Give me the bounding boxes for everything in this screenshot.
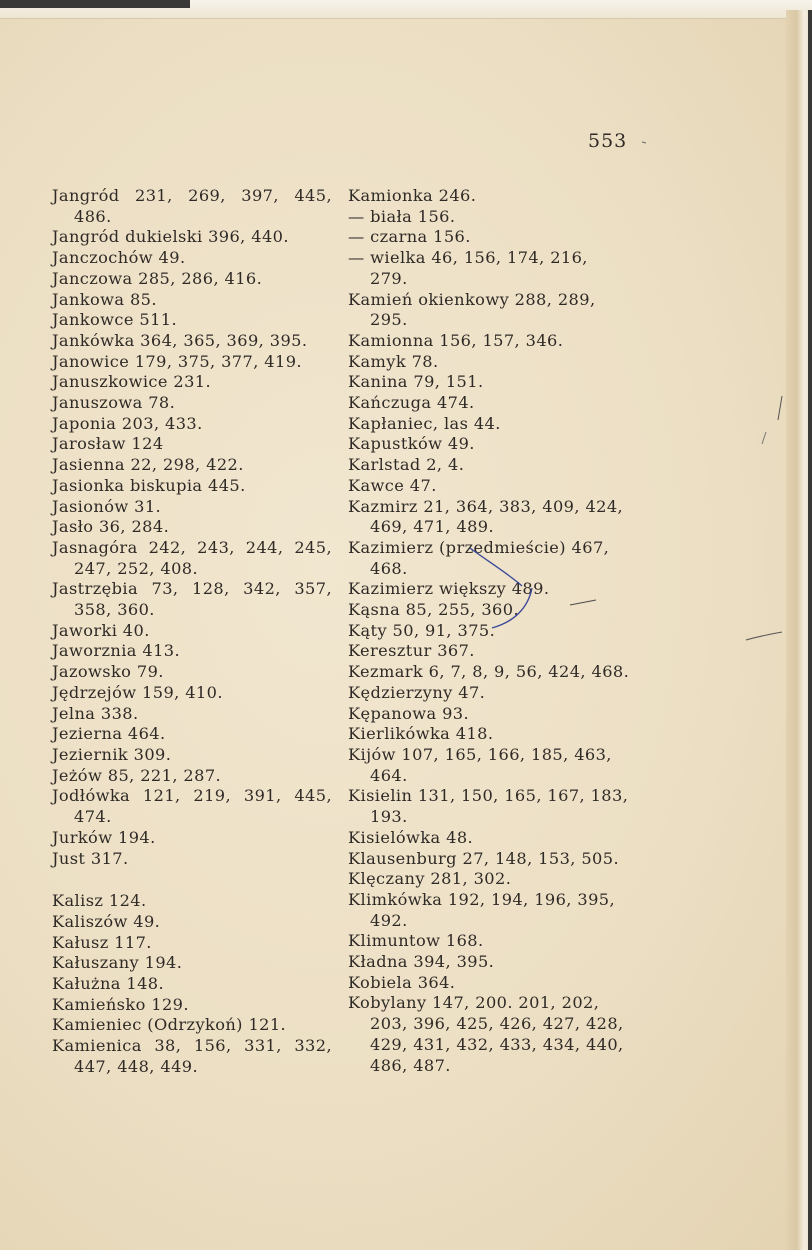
index-entry: Jeżów 85, 221, 287. [52, 765, 222, 785]
index-entry: Kisielin 131, 150, 165, 167, 183, 193. [348, 786, 629, 827]
pencil-stroke [778, 396, 782, 420]
index-entry: Kapłaniec, las 44. [348, 413, 501, 433]
index-entry: Kaliszów 49. [52, 911, 161, 931]
index-entry: Jasnagóra 242, 243, 244, 245, 247, 252, 408. [52, 537, 332, 578]
index-entry: Klimkówka 192, 194, 196, 395, 492. [348, 889, 616, 930]
index-entry: — czarna 156. [348, 227, 471, 247]
index-entry: Janczochów 49. [52, 248, 186, 268]
index-entry: Jędrzejów 159, 410. [52, 682, 223, 702]
index-entry: Kąsna 85, 255, 360. [348, 600, 519, 620]
index-entry: Kezmark 6, 7, 8, 9, 56, 424, 468. [348, 662, 630, 682]
index-entry: — biała 156. [348, 206, 456, 226]
index-entry: Kładna 394, 395. [348, 952, 495, 972]
index-entry: Janowice 179, 375, 377, 419. [52, 351, 302, 371]
index-entry: Karlstad 2, 4. [348, 455, 465, 475]
index-entry: Klausenburg 27, 148, 153, 505. [348, 848, 619, 868]
index-entry: Kamieńsko 129. [52, 994, 189, 1014]
index-entry: Jasionów 31. [52, 496, 162, 516]
index-entry: Jasienna 22, 298, 422. [52, 455, 244, 475]
index-entry: Just 317. [52, 848, 129, 868]
index-entry: Kamionna 156, 157, 346. [348, 330, 564, 350]
index-entry: Jodłówka 121, 219, 391, 445, 474. [52, 786, 332, 827]
index-entry: Kazmirz 21, 364, 383, 409, 424, 469, 471, 489. [348, 496, 624, 537]
index-entry: Kąty 50, 91, 375. [348, 620, 496, 640]
index-entry: Jasło 36, 284. [52, 517, 170, 537]
index-entry: Jangród dukielski 396, 440. [52, 227, 289, 247]
index-entry: Jarosław 124 [52, 434, 164, 454]
index-entry: Jastrzębia 73, 128, 342, 357, 358, 360. [52, 579, 332, 620]
page-number: 553 [588, 130, 628, 152]
index-entry: Kamyk 78. [348, 351, 439, 371]
index-entry: Kamienica 38, 156, 331, 332, 447, 448, 449. [52, 1036, 332, 1076]
index-entry: Kobylany 147, 200. 201, 202, 203, 396, 425, 426, 427, 428, 429, 431, 432, 433, 434, 440, 486, 487. [348, 993, 624, 1075]
index-entry: Kazimierz większy 489. [348, 579, 550, 599]
index-entry: Jurków 194. [52, 827, 156, 847]
index-entry: Jaworki 40. [52, 620, 150, 640]
index-entry: Jeziernik 309. [52, 744, 172, 764]
index-entry: Januszowa 78. [52, 393, 176, 413]
index-entry: Kazimierz (przedmieście) 467, 468. [348, 537, 610, 578]
pencil-stroke [570, 600, 596, 605]
index-entry: Kierlikówka 418. [348, 724, 494, 744]
index-entry: Kędzierzyny 47. [348, 682, 486, 702]
index-entry: Jazowsko 79. [52, 662, 164, 682]
index-entry: Jezierna 464. [52, 724, 166, 744]
index-entry: Kanina 79, 151. [348, 372, 484, 392]
index-entry: Januszkowice 231. [52, 372, 212, 392]
index-entry: Jankowa 85. [52, 289, 157, 309]
index-entry: — wielka 46, 156, 174, 216, 279. [348, 248, 588, 288]
index-entry: Kałusz 117. [52, 932, 152, 952]
index-entry: Kalisz 124. [52, 891, 147, 911]
index-entry: Kałuszany 194. [52, 953, 183, 973]
index-entry: Kamień okienkowy 288, 289, 295. [348, 289, 596, 330]
ink-stroke [492, 588, 532, 628]
index-entry: Klęczany 281, 302. [348, 869, 512, 889]
index-entry: Jankowce 511. [52, 310, 178, 330]
pencil-stroke [762, 432, 766, 444]
index-entry: Kałużna 148. [52, 974, 165, 994]
index-entry: Kijów 107, 165, 166, 185, 463, 464. [348, 744, 612, 785]
index-entry: Kisielówka 48. [348, 827, 474, 847]
index-entry: Keresztur 367. [348, 641, 475, 661]
index-entry: Kamieniec (Odrzykoń) 121. [52, 1015, 287, 1035]
index-entry: Jelna 338. [52, 703, 139, 723]
index-entry: Kapustków 49. [348, 434, 475, 454]
pencil-stroke [642, 142, 646, 143]
index-entry: Jankówka 364, 365, 369, 395. [52, 330, 308, 350]
index-entry: Janczowa 285, 286, 416. [52, 268, 263, 288]
index-entry: Japonia 203, 433. [52, 413, 203, 433]
pencil-stroke [746, 632, 782, 640]
index-entry: Klimuntow 168. [348, 931, 484, 951]
index-entry: Jasionka biskupia 445. [52, 475, 246, 495]
index-entry: Kobiela 364. [348, 972, 456, 992]
index-entry: Jangród 231, 269, 397, 445, 486. [52, 186, 332, 226]
ink-stroke [470, 548, 522, 586]
index-entry: Kańczuga 474. [348, 393, 475, 413]
index-entry: Jaworznia 413. [52, 641, 181, 661]
index-entry: Kępanowa 93. [348, 703, 470, 723]
index-entry: Kawce 47. [348, 475, 437, 495]
index-entry: Kamionka 246. [348, 186, 477, 205]
